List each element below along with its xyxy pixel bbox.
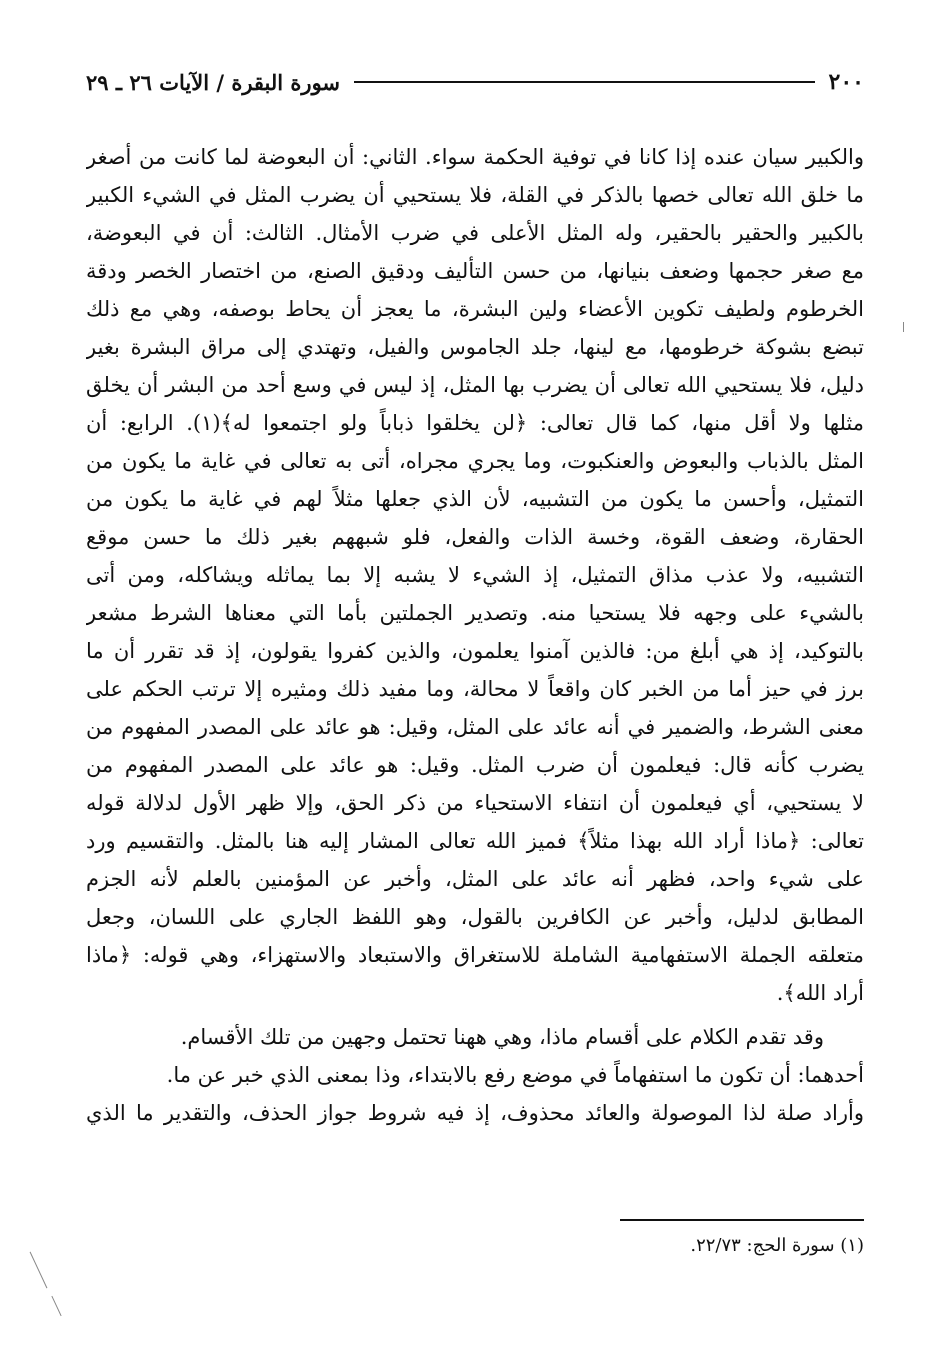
text-line: معنى الشرط، والضمير في أنه عائد على المثل، وقيل: هو عائد على المصدر المفهوم من [86, 715, 864, 739]
text-line: مع صغر حجمها وضعف بنيانها، من حسن التأليف ودقيق الصنع، من اختصار الخصر ودقة [86, 259, 864, 283]
running-title: سورة البقرة / الآيات ٢٦ ـ ٢٩ [86, 69, 341, 95]
text-line: الحقارة، وضعف القوة، وخسة الذات والفعل، فلو شبههم بغير ذلك ما حسن موقع [86, 525, 864, 549]
text-line: أحدهما: أن تكون ما استفهاماً في موضع رفع بالابتداء، وذا بمعنى الذي خبر عن ما. [166, 1063, 864, 1087]
text-line: بالشيء على وجهه فلا يستحيا منه. وتصدير الجملتين بأما التي معناها الشرط مشعر [86, 601, 864, 625]
text-line: وأراد صلة لذا الموصولة والعائد محذوف، إذ فيه شروط جواز الحذف، والتقدير ما الذي [86, 1101, 864, 1125]
page-number: ٢٠٠ [828, 69, 864, 95]
text-line: أراد الله﴾. [776, 981, 864, 1005]
text-line: مثلها ولا أقل منها، كما قال تعالى: ﴿لن يخلقوا ذباباً ولو اجتمعوا له﴾(١). الرابع: أن [86, 411, 864, 435]
footnote: (١) سورة الحج: ٢٢/٧٣. [690, 1235, 864, 1256]
text-line: تبضع بشوكة خرطومها، مع لينها، جلد الجاموس والفيل، وتهتدي إلى مراق البشرة بغير [86, 335, 864, 359]
text-line: وقد تقدم الكلام على أقسام ماذا، وهي ههنا تحتمل وجهين من تلك الأقسام. [180, 1025, 824, 1049]
scan-mark [30, 1252, 48, 1289]
text-line: ما خلق الله تعالى خصها بالذكر في القلة، فلا يستحيي أن يضرب المثل في الشيء الكبير [86, 183, 864, 207]
text-line: الخرطوم ولطيف تكوين الأعضاء ولين البشرة، ما يعجز أن يحاط بوصفه، وهي مع ذلك [86, 297, 864, 321]
text-line: على شيء واحد، فظهر أنه عائد على المثل، وأخبر عن المؤمنين بالعلم لأنه الجزم [86, 867, 864, 891]
text-line: تعالى: ﴿ماذا أراد الله بهذا مثلاً﴾ فميز الله تعالى المشار إليه هنا بالمثل. والتقسيم ورد [86, 829, 864, 853]
header-rule [354, 81, 815, 83]
text-line: بالتوكيد، إذ هي أبلغ من: فالذين آمنوا يعلمون، والذين كفروا يقولون، إذ قد تقرر أن ما [86, 639, 864, 663]
text-line: المثل بالذباب والبعوض والعنكبوت، وما يجري مجراه، أتى به تعالى في غاية ما يكون من [86, 449, 864, 473]
main-text [86, 138, 864, 1132]
text-line: بالكبير والحقير بالحقير، وله المثل الأعلى في ضرب الأمثال. الثالث: أن في البعوضة، [86, 221, 864, 245]
text-line: دليل، فلا يستحيي الله تعالى أن يضرب بها المثل، إذ ليس في وسع أحد من البشر أن يخلق [86, 373, 864, 397]
text-line: المطابق لدليل، وأخبر عن الكافرين بالقول، وهو اللفظ الجاري على اللسان، وجعل [86, 905, 864, 929]
scan-mark [903, 322, 904, 332]
footnote-rule [620, 1219, 864, 1221]
scan-mark [51, 1296, 61, 1316]
text-line: متعلقه الجملة الاستفهامية الشاملة للاستغراق والاستبعاد والاستهزاء، وهي قوله: ﴿ماذا [86, 943, 864, 967]
page-header [86, 62, 864, 102]
text-line: التشبيه، ولا عذب مذاق التمثيل، إذ الشيء لا يشبه إلا بما يماثله ويشاكله، ومن أتى [86, 563, 864, 587]
text-line: التمثيل، وأحسن ما يكون من التشبيه، لأن الذي جعلها مثلاً لهم في غاية ما يكون من [86, 487, 864, 511]
text-line: برز في حيز أما من الخبر كان واقعاً لا محالة، وما مفيد ذلك ومثيره إلا ترتب الحكم على [86, 677, 864, 701]
text-line: لا يستحيي، أي فيعلمون أن انتفاء الاستحياء من ذكر الحق، وإلا ظهر الأول لدلالة قوله [86, 791, 864, 815]
text-line: يضرب كأنه قال: فيعلمون أن ضرب المثل. وقيل: هو عائد على المصدر المفهوم من [86, 753, 864, 777]
text-line: والكبير سيان عنده إذا كانا في توفية الحكمة سواء. الثاني: أن البعوضة لما كانت من أصغر [86, 145, 864, 169]
